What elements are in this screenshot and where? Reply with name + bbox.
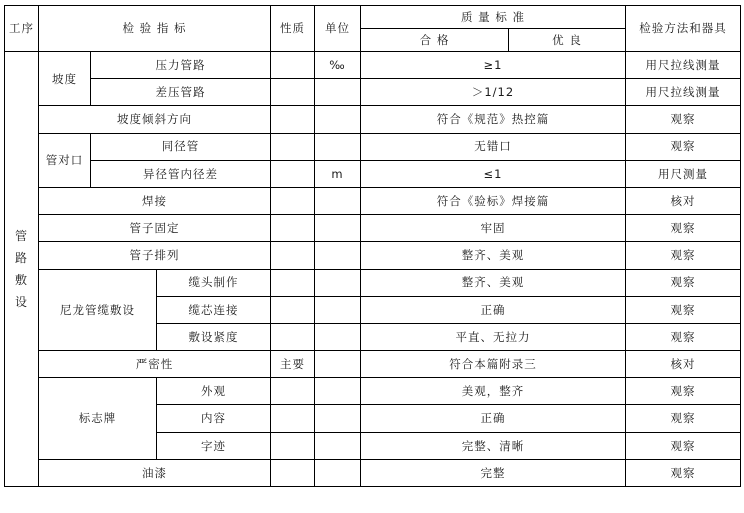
unit-cell [315,269,361,296]
standard-cell: 完整 [361,459,626,486]
unit-cell [315,242,361,269]
standard-cell: 完整、清晰 [361,432,626,459]
unit-cell [315,296,361,323]
nature-cell [271,242,315,269]
standard-cell: ≥1 [361,52,626,79]
group-label: 标志牌 [39,378,157,460]
method-cell: 观察 [626,269,741,296]
table-row [5,215,741,242]
unit-cell [315,133,361,160]
unit-cell [315,378,361,405]
standard-cell: 无错口 [361,133,626,160]
nature-cell [271,323,315,350]
header-unit: 单位 [315,6,361,52]
item-label: 管子排列 [39,242,271,269]
header-qualified: 合 格 [361,29,509,52]
process-char-4: 设 [14,295,28,310]
process-char-1: 管 [14,228,28,243]
table-row [5,133,741,160]
item-label: 压力管路 [91,52,271,79]
process-char-3: 敷 [14,273,28,287]
nature-cell [271,459,315,486]
unit-cell [315,432,361,459]
header-method: 检验方法和器具 [626,6,741,52]
method-cell: 观察 [626,242,741,269]
header-nature: 性质 [271,6,315,52]
standard-cell: 正确 [361,296,626,323]
standard-cell: 正确 [361,405,626,432]
standard-cell: 符合本篇附录三 [361,351,626,378]
method-cell: 观察 [626,432,741,459]
nature-cell [271,378,315,405]
method-cell: 观察 [626,133,741,160]
table-row [5,79,741,106]
item-label: 异径管内径差 [91,160,271,187]
table-header-row [5,6,741,29]
inspection-table [4,5,741,487]
standard-cell: 符合《验标》焊接篇 [361,187,626,214]
header-process: 工序 [5,6,39,52]
table-row [5,242,741,269]
method-cell: 观察 [626,106,741,133]
unit-cell [315,106,361,133]
item-label: 坡度倾斜方向 [39,106,271,133]
item-label: 内容 [157,405,271,432]
item-label: 缆头制作 [157,269,271,296]
item-label: 差压管路 [91,79,271,106]
unit-cell: ‰ [315,52,361,79]
standard-cell: ≤1 [361,160,626,187]
table-row [5,187,741,214]
item-label: 油漆 [39,459,271,486]
table-row [5,378,741,405]
item-label: 外观 [157,378,271,405]
item-label: 同径管 [91,133,271,160]
table-row [5,52,741,79]
method-cell: 用尺拉线测量 [626,79,741,106]
method-cell: 观察 [626,323,741,350]
standard-cell: ＞1/12 [361,79,626,106]
nature-cell: 主要 [271,351,315,378]
standard-cell: 美观，整齐 [361,378,626,405]
standard-cell: 符合《规范》热控篇 [361,106,626,133]
standard-cell: 平直、无拉力 [361,323,626,350]
method-cell: 观察 [626,405,741,432]
nature-cell [271,432,315,459]
method-cell: 观察 [626,378,741,405]
document-page [0,5,744,513]
unit-cell [315,351,361,378]
unit-cell [315,323,361,350]
nature-cell [271,133,315,160]
method-cell: 用尺拉线测量 [626,52,741,79]
item-label: 敷设紧度 [157,323,271,350]
table-row [5,106,741,133]
item-label: 缆芯连接 [157,296,271,323]
item-label: 字迹 [157,432,271,459]
nature-cell [271,79,315,106]
unit-cell [315,459,361,486]
nature-cell [271,296,315,323]
nature-cell [271,106,315,133]
process-cell [5,52,39,487]
nature-cell [271,215,315,242]
unit-cell [315,187,361,214]
process-char-2: 路 [14,250,28,265]
method-cell: 观察 [626,296,741,323]
table-row [5,459,741,486]
item-label: 严密性 [39,351,271,378]
table-row [5,160,741,187]
unit-cell [315,215,361,242]
unit-cell [315,79,361,106]
standard-cell: 牢固 [361,215,626,242]
method-cell: 观察 [626,459,741,486]
nature-cell [271,187,315,214]
header-excellent: 优 良 [509,29,626,52]
group-label: 管对口 [39,133,91,187]
method-cell: 核对 [626,351,741,378]
header-inspection-item: 检 验 指 标 [39,6,271,52]
standard-cell: 整齐、美观 [361,269,626,296]
unit-cell: m [315,160,361,187]
item-label: 管子固定 [39,215,271,242]
unit-cell [315,405,361,432]
nature-cell [271,52,315,79]
standard-cell: 整齐、美观 [361,242,626,269]
method-cell: 核对 [626,187,741,214]
table-row [5,351,741,378]
nature-cell [271,269,315,296]
item-label: 焊接 [39,187,271,214]
header-quality-standard: 质 量 标 准 [361,6,626,29]
nature-cell [271,160,315,187]
group-label: 坡度 [39,52,91,106]
nature-cell [271,405,315,432]
method-cell: 观察 [626,215,741,242]
method-cell: 用尺测量 [626,160,741,187]
table-row [5,269,741,296]
group-label: 尼龙管缆敷设 [39,269,157,351]
